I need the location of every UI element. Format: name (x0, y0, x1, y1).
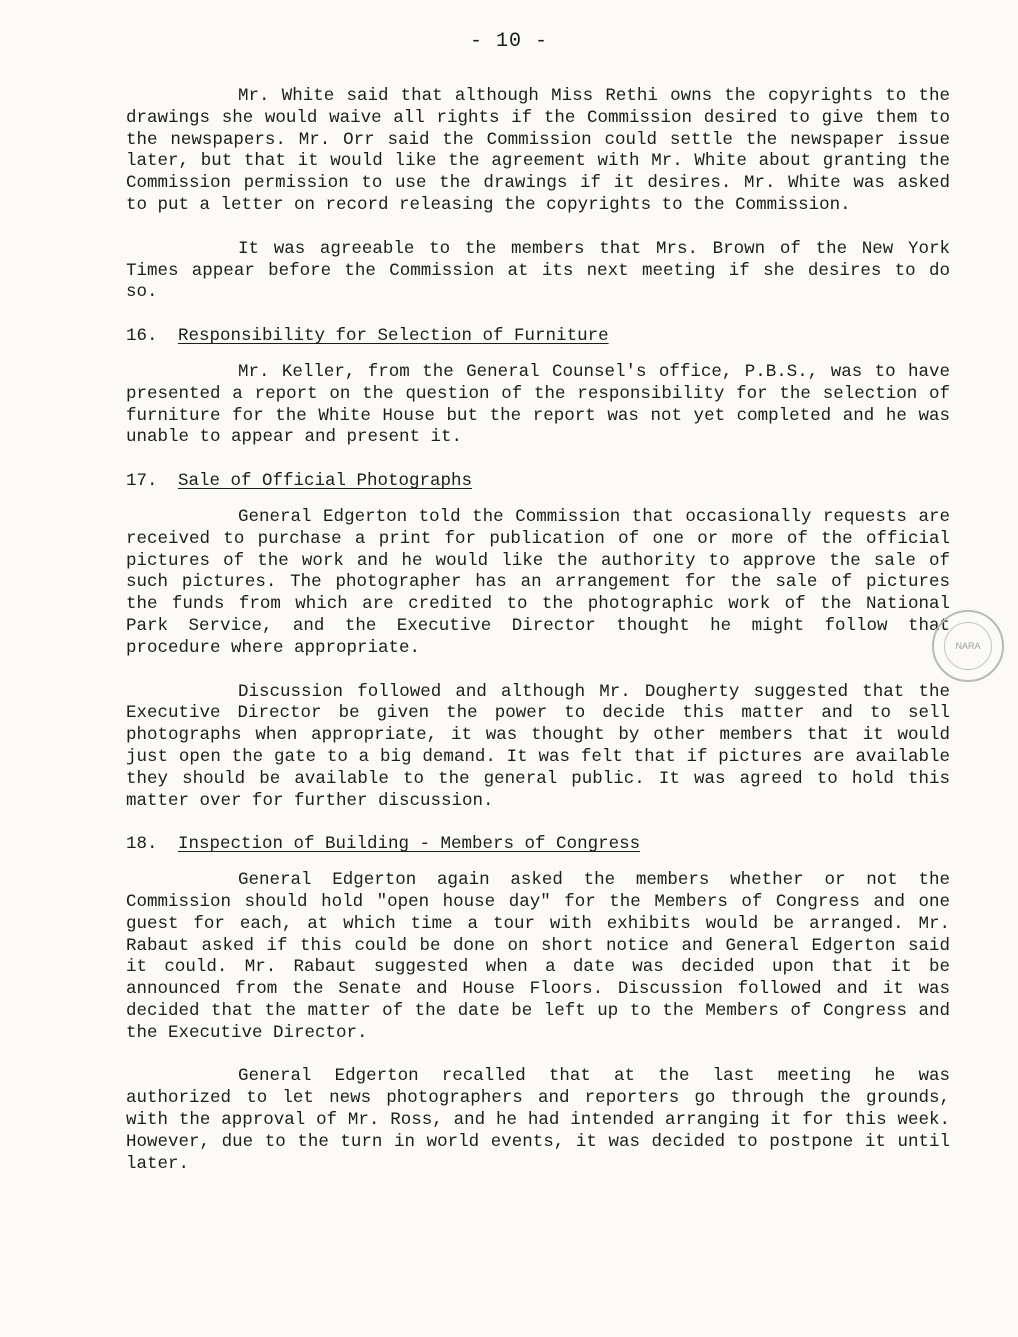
section-heading-16 (126, 326, 950, 348)
paragraph: General Edgerton told the Commission that occasionally requests are received to purchase a print for publication of one or more of the official pictures of the work and he would like the authority to approve the sale of such pictures. The photographer has an arrangement for the sale of pictures the funds from which are credited to the photographic work of the National Park Service, and the Executive Director thought he might follow that procedure where appropriate. (126, 506, 950, 658)
page-number: - 10 - (469, 30, 548, 53)
paragraph: It was agreeable to the members that Mrs. Brown of the New York Times appear before the Commission at its next meeting if she desires to do so. (126, 238, 950, 303)
section-number: 17. (126, 471, 158, 492)
paragraph: General Edgerton recalled that at the last meeting he was authorized to let news photographers and reporters go through the grounds, with the approval of Mr. Ross, and he had intended arranging it for this week. However, due to the turn in world events, it was decided to postpone it until later. (126, 1066, 950, 1174)
section-heading-18 (126, 834, 950, 856)
stamp-label: NARA (944, 622, 992, 670)
section-title: Sale of Official Photographs (178, 471, 473, 492)
document-body (126, 86, 950, 1197)
paragraph: Mr. Keller, from the General Counsel's office, P.B.S., was to have presented a report on the question of the responsibility for the selection of furniture for the White House but the report was not yet completed and he was unable to appear and present it. (126, 361, 950, 448)
section-title: Inspection of Building - Members of Congress (178, 834, 641, 855)
paragraph: Mr. White said that although Miss Rethi owns the copyrights to the drawings she would waive all rights if the Commission desired to give them to the newspapers. Mr. Orr said the Commission could settle the newspaper issue later, but that it would like the agreement with Mr. White about granting the Commission permission to use the drawings if it desires. Mr. White was asked to put a letter on record releasing the copyrights to the Commission. (126, 86, 950, 215)
paragraph: General Edgerton again asked the members whether or not the Commission should hold "open house day" for the Members of Congress and one guest for each, at which time a tour with exhibits would be arranged. Mr. Rabaut asked if this could be done on short notice and General Edgerton said it could. Mr. Rabaut suggested when a date was decided upon that it be announced from the Senate and House Floors. Discussion followed and it was decided that the matter of the date be left up to the Members of Congress and the Executive Director. (126, 870, 950, 1043)
section-heading-17 (126, 471, 950, 493)
nara-stamp-icon (932, 610, 1004, 682)
section-number: 16. (126, 326, 158, 347)
section-number: 18. (126, 834, 158, 855)
section-title: Responsibility for Selection of Furniture (178, 326, 609, 347)
paragraph: Discussion followed and although Mr. Dougherty suggested that the Executive Director be given the power to decide this matter and to sell photographs when appropriate, it was thought by other members that it would just open the gate to a big demand. It was felt that if pictures are available they should be available to the general public. It was agreed to hold this matter over for further discussion. (126, 681, 950, 811)
